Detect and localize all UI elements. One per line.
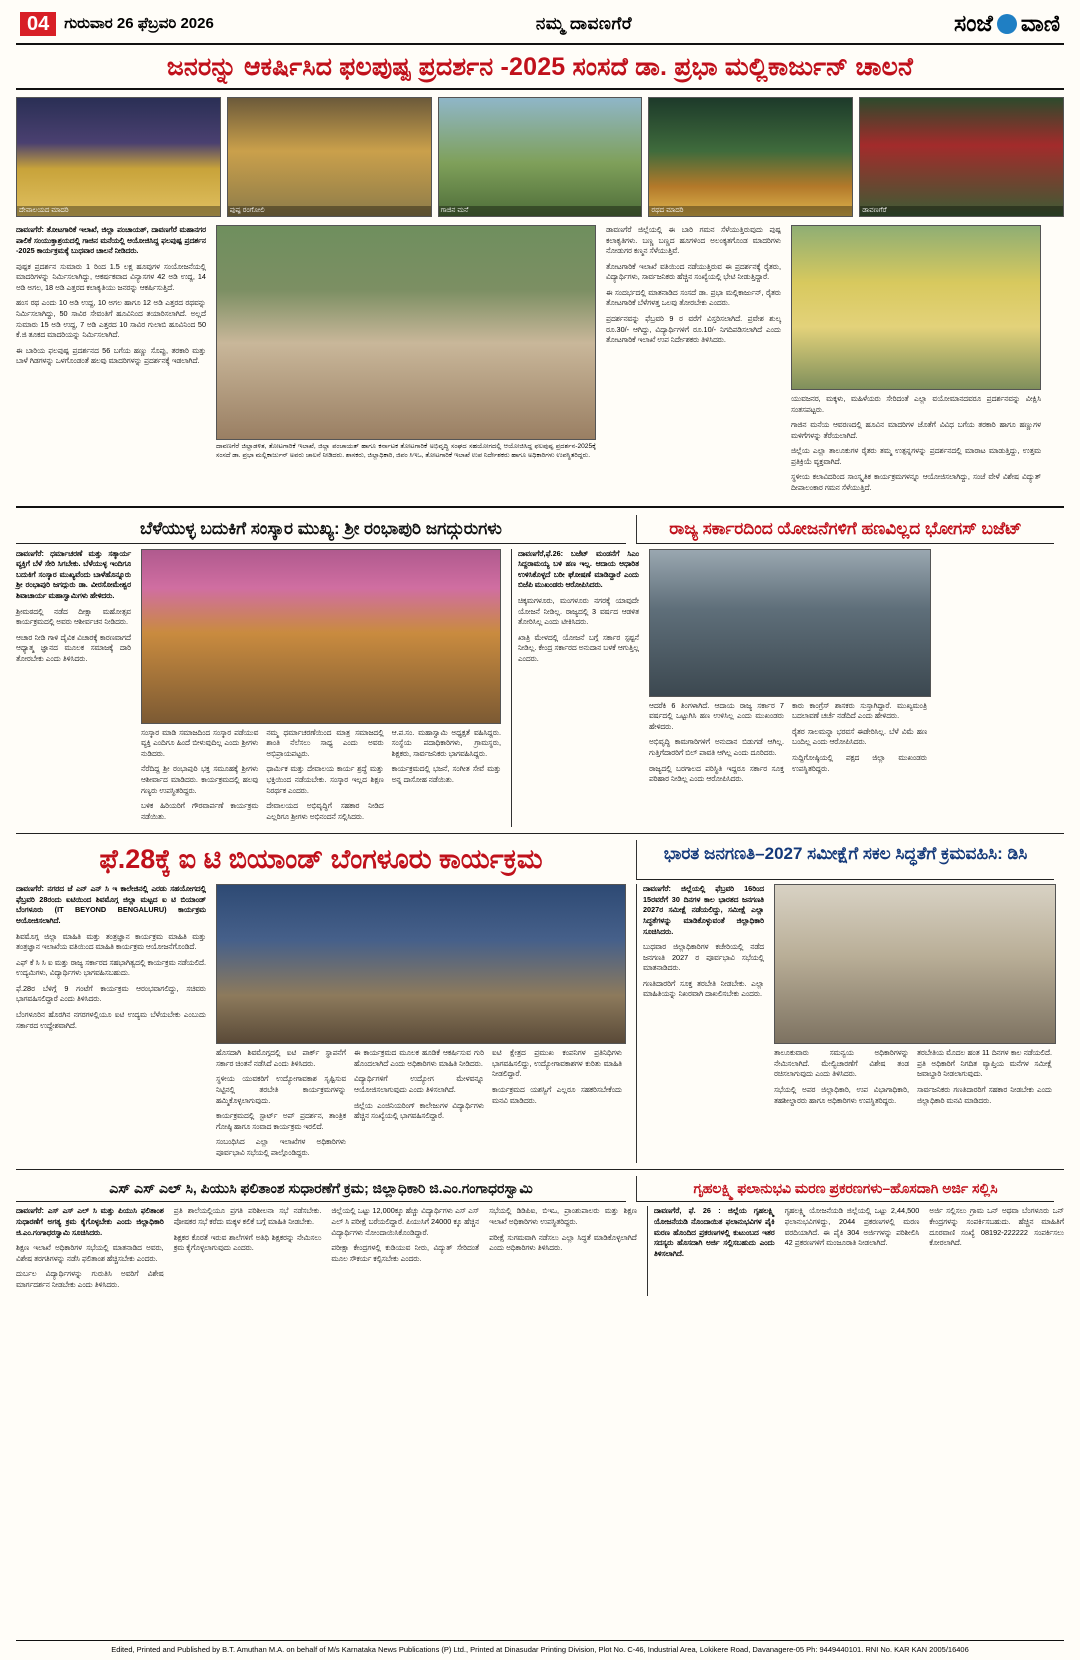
divider [16, 833, 1064, 834]
paragraph: ಶ್ರೀಮಠದಲ್ಲಿ ನಡೆದ ದೀಕ್ಷಾ ಮಹೋತ್ಸವ ಕಾರ್ಯಕ್ರಮದಲ್ಲಿ ಅವರು ಆಶೀರ್ವಚನ ನೀಡಿದರು. [16, 606, 131, 627]
itbeyond-col-1 [16, 884, 206, 1163]
paragraph: ಬಳಿಕ ಹಿರಿಯರಿಗೆ ಗೌರವಾರ್ಪಣೆ ಕಾರ್ಯಕ್ರಮ ನಡೆಯಿತು. [141, 801, 259, 821]
paragraph: ಪರೀಕ್ಷೆ ಸುಗಮವಾಗಿ ನಡೆಸಲು ಎಲ್ಲಾ ಸಿದ್ಧತೆ ಮಾಡಿಕೊಳ್ಳಲಾಗಿದೆ ಎಂದು ಅಧಿಕಾರಿಗಳು ತಿಳಿಸಿದರು. [489, 1232, 637, 1253]
main-article [16, 225, 1064, 499]
paragraph: ಸಂಬಂಧಿಸಿದ ಎಲ್ಲಾ ಇಲಾಖೆಗಳ ಅಧಿಕಾರಿಗಳು ಪೂರ್ವಭಾವಿ ಸಭೆಯಲ್ಲಿ ಪಾಲ್ಗೊಂಡಿದ್ದರು. [216, 1137, 346, 1157]
budget-col-1 [511, 549, 639, 828]
paragraph: ಖಾತ್ರಿ ಮೇಳದಲ್ಲಿ ಯೋಜನೆ ಬಗ್ಗೆ ಸರ್ಕಾರ ಸ್ಪಷ್ಟನೆ ನೀಡಿಲ್ಲ. ಕೇಂದ್ರ ಸರ್ಕಾರದ ಅನುದಾನ ಬಳಕೆ ಆಗುತ್ತಿಲ್ಲ ಎಂದರು. [518, 632, 639, 663]
imprint-footer: Edited, Printed and Published by B.T. Amuthan M.A. on behalf of M/s Karnataka News Publications (P) Ltd., Printed at Dinasudar Printing Division, Plot No. C-46, Industrial Area, Lokikere Road, Davanagere-05 Ph: 9449440101. RNI No. KAR KAN 2005/16406 [16, 1640, 1064, 1654]
paragraph: ಪರೀಕ್ಷಾ ಕೇಂದ್ರಗಳಲ್ಲಿ ಕುಡಿಯುವ ನೀರು, ವಿದ್ಯುತ್ ಸೇರಿದಂತೆ ಮೂಲ ಸೌಕರ್ಯ ಕಲ್ಪಿಸಬೇಕು ಎಂದರು. [331, 1243, 480, 1263]
paragraph: ಆದರೆಕಿ 6 ತಿಂಗಳಾಗಿದೆ. ಆದಾಯ ರಾಜ್ಯ ಸರ್ಕಾರ 7 ವರ್ಷದಲ್ಲಿ ಒಟ್ಟುಗಿಸಿ ಹಣ ಉಳಿಸಿಲ್ಲ ಎಂದು ಮುಖಂಡರು ಹೇಳಿದರು. [649, 700, 784, 731]
census-photo-block [774, 884, 1056, 1163]
paragraph: ಅರ್ಜಿ ಸಲ್ಲಿಸಲು ಗ್ರಾಮ ಒನ್ ಅಥವಾ ಬೆಂಗಳೂರು ಒನ್ ಕೇಂದ್ರಗಳನ್ನು ಸಂಪರ್ಕಿಸಬಹುದು. ಹೆಚ್ಚಿನ ಮಾಹಿತಿಗೆ ದೂರವಾಣಿ ಸಂಖ್ಯೆ 08192-222222 ಸಂಪರ್ಕಿಸಲು ಕೋರಲಾಗಿದೆ. [929, 1206, 1064, 1248]
paragraph: ನೆರೆದಿದ್ದ ಶ್ರೀ ರಂಭಾಪುರಿ ಭಕ್ತ ಸಮೂಹಕ್ಕೆ ಶ್ರೀಗಳು ಆಶೀರ್ವಾದ ಮಾಡಿದರು. ಕಾರ್ಯಕ್ರಮದಲ್ಲಿ ಹಲವು ಗಣ್ಯರು ಉಪಸ್ಥಿತರಿದ್ದರು. [141, 764, 259, 795]
issue-date: ಗುರುವಾರ 26 ಫೆಬ್ರವರಿ 2026 [64, 15, 214, 32]
photo-caption: ರಥದ ಮಾದರಿ [649, 206, 852, 216]
paragraph: ಶಿಕ್ಷಕರ ಕೊರತೆ ಇರುವ ಶಾಲೆಗಳಿಗೆ ಅತಿಥಿ ಶಿಕ್ಷಕರನ್ನು ನೇಮಿಸಲು ಕ್ರಮ ಕೈಗೊಳ್ಳಲಾಗುವುದು ಎಂದರು. [173, 1232, 322, 1253]
paragraph: ಗಾಜಿನ ಮನೆಯ ಆವರಣದಲ್ಲಿ ಹೂವಿನ ಮಾದರಿಗಳ ಜೊತೆಗೆ ವಿವಿಧ ಬಗೆಯ ತರಕಾರಿ ಹಾಗೂ ಹಣ್ಣುಗಳ ಮಳಿಗೆಗಳನ್ನು ತೆರೆಯಲಾಗಿದೆ. [791, 420, 1041, 440]
masthead [16, 0, 1064, 45]
paragraph: ತಾಲೂಕುವಾರು ಸಮನ್ವಯ ಅಧಿಕಾರಿಗಳನ್ನು ನೇಮಿಸಲಾಗಿದೆ. ಮೇಲ್ವಿಚಾರಣೆಗೆ ವಿಶೇಷ ತಂಡ ರಚಿಸಲಾಗುವುದು ಎಂದು ತಿಳಿಸಿದರು. [774, 1048, 909, 1079]
census-col-3 [917, 1048, 1052, 1111]
paragraph: ಆಚಾರ ನೀಡಿ ಗಾಳಿ ದೈವಿಕ ವಿಚಾರಕ್ಕೆ ಕಾರಣವಾಗದೆ ಆಧ್ಯಾತ್ಮ ಜ್ಞಾನದ ಮೂಲಕ ಸಮಾಜಕ್ಕೆ ದಾರಿ ತೋರಬೇಕು ಎಂದು ತಿಳಿಸಿದರು. [16, 632, 131, 663]
section-title-gruhalakshmi: ಗೃಹಲಕ್ಷ್ಮಿ ಫಲಾನುಭವಿ ಮರಣ ಪ್ರಕರಣಗಳು–ಹೊಸದಾಗಿ ಅರ್ಜಿ ಸಲ್ಲಿಸಿ [693, 1180, 998, 1197]
paragraph: ರಾಜ್ಯದಲ್ಲಿ ಬರಗಾಲದ ಪರಿಸ್ಥಿತಿ ಇದ್ದರೂ ಸರ್ಕಾರ ಸೂಕ್ತ ಪರಿಹಾರ ನೀಡಿಲ್ಲ ಎಂದು ಆರೋಪಿಸಿದರು. [649, 763, 784, 784]
paragraph: ಸ್ಥಳೀಯ ಯುವಕರಿಗೆ ಉದ್ಯೋಗಾವಕಾಶ ಸೃಷ್ಟಿಸುವ ನಿಟ್ಟಿನಲ್ಲಿ ತರಬೇತಿ ಕಾರ್ಯಕ್ರಮಗಳನ್ನು ಹಮ್ಮಿಕೊಳ್ಳಲಾಗುವುದು. [216, 1074, 346, 1105]
publication-logo [954, 10, 1060, 37]
paragraph: ತೋಟಗಾರಿಕೆ ಇಲಾಖೆ ವತಿಯಿಂದ ನಡೆಯುತ್ತಿರುವ ಈ ಪ್ರದರ್ಶನಕ್ಕೆ ರೈತರು, ವಿದ್ಯಾರ್ಥಿಗಳು, ಸಾರ್ವಜನಿಕರು ಹೆಚ್ಚಿನ ಸಂಖ್ಯೆಯಲ್ಲಿ ಭೇಟಿ ನೀಡುತ್ತಿದ್ದಾರೆ. [606, 261, 781, 282]
paragraph: ಜಿಲ್ಲೆಯಲ್ಲಿ ಒಟ್ಟು 12,000ಕ್ಕೂ ಹೆಚ್ಚು ವಿದ್ಯಾರ್ಥಿಗಳು ಎಸ್ ಎಸ್ ಎಲ್ ಸಿ ಪರೀಕ್ಷೆ ಬರೆಯಲಿದ್ದಾರೆ. ಪಿಯುಸಿಗೆ 24000 ಕ್ಕೂ ಹೆಚ್ಚಿನ ವಿದ್ಯಾರ್ಥಿಗಳು ನೋಂದಾಯಿಸಿಕೊಂಡಿದ್ದಾರೆ. [331, 1206, 480, 1237]
budget-col-2 [649, 701, 784, 790]
samskara-col-1 [16, 549, 131, 828]
budget-photo-block [649, 549, 931, 828]
paragraph: ಈ ಕಾರ್ಯಕ್ರಮದ ಮೂಲಕ ಹೂಡಿಕೆ ಆಕರ್ಷಿಸುವ ಗುರಿ ಹೊಂದಲಾಗಿದೆ ಎಂದು ಅಧಿಕಾರಿಗಳು ಮಾಹಿತಿ ನೀಡಿದರು. [354, 1048, 484, 1068]
paragraph: ಜಿಲ್ಲೆಯ ಎಲ್ಲಾ ತಾಲೂಕುಗಳ ರೈತರು ತಮ್ಮ ಉತ್ಪನ್ನಗಳನ್ನು ಪ್ರದರ್ಶನದಲ್ಲಿ ಮಾರಾಟ ಮಾಡುತ್ತಿದ್ದು, ಉತ್ತಮ ಪ್ರತಿಕ್ರಿಯೆ ವ್ಯಕ್ತವಾಗಿದೆ. [791, 446, 1041, 466]
paragraph: ದಾವಣಗೆರೆ,ಫೆ.26: ಬಜೆಟ್ ಮಂಡನೆಗೆ ಸಿಎಂ ಸಿದ್ದರಾಮಯ್ಯ ಬಳಿ ಹಣ ಇಲ್ಲ. ಆದಾಯ ಆಧಾರಿತ ಉಳಿಸಿಕೊಳ್ಳದೆ ಬರೀ ಘೋಷಣೆ ಮಾಡಿದ್ದಾರೆ ಎಂದು ಬಿಜೆಪಿ ಮುಖಂಡರು ಆರೋಪಿಸಿದರು. [518, 548, 639, 590]
samskara-photo-block [141, 549, 501, 828]
main-article-photo-block [216, 225, 596, 499]
itbeyond-col-4 [492, 1048, 622, 1163]
paragraph: ನಮ್ಮ ಧರ್ಮಾಚರಣೆಯಿಂದ ಮಾತ್ರ ಸಮಾಜದಲ್ಲಿ ಶಾಂತಿ ನೆಲೆಸಲು ಸಾಧ್ಯ ಎಂದು ಅವರು ಅಭಿಪ್ರಾಯಪಟ್ಟರು. [266, 727, 384, 758]
paragraph: ಪ್ರತಿ ಶಾಲೆಯಲ್ಲಿಯೂ ಪ್ರಗತಿ ಪರಿಶೀಲನಾ ಸಭೆ ನಡೆಸಬೇಕು. ಪೋಷಕರ ಸಭೆ ಕರೆದು ಮಕ್ಕಳ ಕಲಿಕೆ ಬಗ್ಗೆ ಮಾಹಿತಿ ನೀಡಬೇಕು. [173, 1206, 322, 1227]
gruhalakshmi-col-1 [647, 1206, 775, 1295]
results-col-3 [331, 1206, 479, 1295]
section-title-samskara: ಬೆಳೆಯುಳ್ಳ ಬದುಕಿಗೆ ಸಂಸ್ಕಾರ ಮುಖ್ಯ: ಶ್ರೀ ರಂಭಾಪುರಿ ಜಗದ್ಗುರುಗಳು [140, 518, 502, 538]
floral-palace-photo [791, 225, 1041, 390]
census-col-2 [774, 1048, 909, 1111]
paragraph: ದಾವಣಗೆರೆ, ಫೆ. 26 : ಜಿಲ್ಲೆಯ ಗೃಹಲಕ್ಷ್ಮಿ ಯೋಜನೆಯಡಿ ನೊಂದಾಯಿತ ಫಲಾನುಭವಿಗಳ ಪೈಕಿ ಮರಣ ಹೊಂದಿದ ಪ್ರಕರಣಗಳಲ್ಲಿ ಕುಟುಂಬದ ಇತರ ಸದಸ್ಯರು ಹೊಸದಾಗಿ ಅರ್ಜಿ ಸಲ್ಲಿಸಬಹುದು ಎಂದು ತಿಳಿಸಲಾಗಿದೆ. [653, 1206, 775, 1258]
samskara-col-4 [392, 728, 501, 828]
heart-davanagere-photo [859, 97, 1064, 217]
paragraph: ಸುದ್ದಿಗೋಷ್ಠಿಯಲ್ಲಿ ಪಕ್ಷದ ಜಿಲ್ಲಾ ಮುಖಂಡರು ಉಪಸ್ಥಿತರಿದ್ದರು. [792, 752, 927, 773]
paragraph: ಬೆಂಗಳೂರಿನ ಹೊರಗಿನ ನಗರಗಳಲ್ಲಿಯೂ ಐಟಿ ಉದ್ಯಮ ಬೆಳೆಯಬೇಕು ಎಂಬುದು ಸರ್ಕಾರದ ಉದ್ದೇಶವಾಗಿದೆ. [16, 1010, 206, 1030]
paragraph: ತರಬೇತಿಯ ಮೊದಲ ಹಂತ 11 ದಿನಗಳ ಕಾಲ ನಡೆಯಲಿದೆ. ಪ್ರತಿ ಅಧಿಕಾರಿಗೆ ನಿಗದಿತ ವ್ಯಾಪ್ತಿಯ ಮನೆಗಳ ಸಮೀಕ್ಷೆ ಜವಾಬ್ದಾರಿ ನೀಡಲಾಗುವುದು. [917, 1048, 1052, 1079]
press-meet-photo [649, 549, 931, 697]
paragraph: ಪುಷ್ಪಕ ಪ್ರದರ್ಶನ ಸುಮಾರು 1 ರಿಂದ 1.5 ಲಕ್ಷ ಹೂವುಗಳ ಸಂಯೋಜನೆಯಲ್ಲಿ ಮಾದರಿಗಳನ್ನು ನಿರ್ಮಿಸಲಾಗಿದ್ದು, ಆಕರ್ಷಕವಾದ ವಿನ್ಯಾಸಗಳ 42 ಅಡಿ ಉದ್ದ, 14 ಅಡಿ ಅಗಲ, 18 ಅಡಿ ಎತ್ತರದ ಕಲಾಕೃತಿಯು ಜನರನ್ನು ಆಕರ್ಷಿಸುತ್ತಿದೆ. [16, 261, 206, 292]
photo-caption: ಪುಷ್ಪ ರಂಗೋಲಿ [228, 206, 431, 216]
divider [16, 506, 1064, 508]
main-article-col-1 [16, 225, 206, 499]
paragraph: ಐಟಿ ಕ್ಷೇತ್ರದ ಪ್ರಮುಖ ಕಂಪನಿಗಳ ಪ್ರತಿನಿಧಿಗಳು ಭಾಗವಹಿಸಲಿದ್ದು, ಉದ್ಯೋಗಾವಕಾಶಗಳ ಕುರಿತು ಮಾಹಿತಿ ನೀಡಲಿದ್ದಾರೆ. [492, 1048, 622, 1079]
paragraph: ದಾವಣಗೆರೆ: ನಗರದ ಜೆ ಎನ್ ಎನ್ ಸಿ ಇ ಕಾಲೇಜಿನಲ್ಲಿ ಎರಡು ಸಹಯೋಗದಲ್ಲಿ ಫೆಬ್ರವರಿ 28ರಂದು ಐಟಿಯಿಂದ ಶಿವಮೊಗ್ಗ ಜಿಲ್ಲಾ ಮಟ್ಟದ ಐ ಟಿ ಬಿಯಾಂಡ್ ಬೆಂಗಳೂರು (IT BEYOND BENGALURU) ಕಾರ್ಯಕ್ರಮ ಆಯೋಜಿಸಲಾಗಿದೆ. [16, 884, 206, 925]
logo-text-right: ವಾಣಿ [1020, 10, 1060, 36]
logo-text-left: ಸಂಜೆ [954, 10, 993, 36]
paragraph: ಡಾವಣಗೆರೆ ಜಿಲ್ಲೆಯಲ್ಲಿ ಈ ಬಾರಿ ಗಮನ ಸೆಳೆಯುತ್ತಿರುವುದು ಪುಷ್ಪ ಕಲಾಕೃತಿಗಳು. ಬಣ್ಣ ಬಣ್ಣದ ಹೂಗಳಿಂದ ಅಲಂಕೃತಗೊಂಡ ಮಾದರಿಗಳು ನೋಡುಗರ ಕಣ್ಮನ ಸೆಳೆಯುತ್ತಿವೆ. [606, 225, 781, 256]
section-title-budget: ರಾಜ್ಯ ಸರ್ಕಾರದಿಂದ ಯೋಜನೆಗಳಿಗೆ ಹಣವಿಲ್ಲದ ಭೋಗಸ್ ಬಜೆಟ್ [669, 518, 1022, 538]
section-title-itbeyond: ಫೆ.28ಕ್ಕೆ ಐ ಟಿ ಬಿಯಾಂಡ್ ಬೆಂಗಳೂರು ಕಾರ್ಯಕ್ರಮ [99, 844, 543, 875]
paragraph: ಕಾರ್ಯಕ್ರಮದಲ್ಲಿ ಸ್ಟಾರ್ಟ್ ಅಪ್ ಪ್ರದರ್ಶನ, ತಾಂತ್ರಿಕ ಗೋಷ್ಠಿ ಹಾಗೂ ಸಂವಾದ ಕಾರ್ಯಕ್ರಮ ಇರಲಿದೆ. [216, 1111, 346, 1131]
paragraph: ಅಭಿವೃದ್ಧಿ ಕಾಮಗಾರಿಗಳಿಗೆ ಅನುದಾನ ಬಿಡುಗಡೆ ಆಗಿಲ್ಲ. ಗುತ್ತಿಗೆದಾರರಿಗೆ ಬಿಲ್ ಪಾವತಿ ಆಗಿಲ್ಲ ಎಂದು ದೂರಿದರು. [649, 737, 784, 757]
paragraph: ಕಾರು ಕಾಂಗ್ರೆಸ್ ಶಾಸಕರು ಸುಸ್ತಾಗಿದ್ದಾರೆ. ಮುಖ್ಯಮಂತ್ರಿ ಬದಲಾವಣೆ ಚರ್ಚೆ ನಡೆದಿದೆ ಎಂದು ಹೇಳಿದರು. [792, 700, 927, 721]
photo-caption: ಡಾವಣಗೆರೆ [860, 206, 1063, 216]
paragraph: ಫೆ.28ರ ಬೆಳಿಗ್ಗೆ 9 ಗಂಟೆಗೆ ಕಾರ್ಯಕ್ರಮ ಆರಂಭವಾಗಲಿದ್ದು, ಸಚಿವರು ಭಾಗವಹಿಸಲಿದ್ದಾರೆ ಎಂದು ತಿಳಿಸಿದರು. [16, 983, 206, 1004]
paragraph: ಬುಧವಾರ ಜಿಲ್ಲಾಧಿಕಾರಿಗಳ ಕಚೇರಿಯಲ್ಲಿ ನಡೆದ ಜನಗಣತಿ 2027 ರ ಪೂರ್ವಭಾವಿ ಸಭೆಯಲ್ಲಿ ಮಾತನಾಡಿದರು. [643, 942, 764, 973]
results-col-2 [174, 1206, 322, 1295]
paragraph: ದಾವಣಗೆರೆ: ತೋಟಗಾರಿಕೆ ಇಲಾಖೆ, ಜಿಲ್ಲಾ ಪಂಚಾಯತ್, ದಾವಣಗೆರೆ ಮಹಾನಗರ ಪಾಲಿಕೆ ಸಂಯುಕ್ತಾಶ್ರಯದಲ್ಲಿ ಗಾಜಿನ ಮನೆಯಲ್ಲಿ ಆಯೋಜಿಸಿದ್ದ ಫಲಪುಷ್ಪ ಪ್ರದರ್ಶನ -2025 ಕಾರ್ಯಕ್ರಮಕ್ಕೆ ಬುಧವಾರ ಚಾಲನೆ ನೀಡಿದರು. [16, 225, 206, 256]
paragraph: ಈ ಸಂದರ್ಭದಲ್ಲಿ ಮಾತನಾಡಿದ ಸಂಸದೆ ಡಾ. ಪ್ರಭಾ ಮಲ್ಲಿಕಾರ್ಜುನ್, ರೈತರು ತೋಟಗಾರಿಕೆ ಬೆಳೆಗಳತ್ತ ಒಲವು ತೋರಬೇಕು ಎಂದರು. [606, 287, 781, 308]
section67-header-row [16, 1176, 1064, 1202]
paragraph: ಶಿಕ್ಷಣ ಇಲಾಖೆ ಅಧಿಕಾರಿಗಳ ಸಭೆಯಲ್ಲಿ ಮಾತನಾಡಿದ ಅವರು, ವಿಶೇಷ ತರಗತಿಗಳನ್ನು ನಡೆಸಿ ಫಲಿತಾಂಶ ಹೆಚ್ಚಿಸಬೇಕು ಎಂದರು. [16, 1243, 164, 1263]
page-number: 04 [20, 12, 56, 36]
itbeyond-col-2 [216, 1048, 346, 1163]
paragraph: ಜಿಲ್ಲೆಯ ಎಂಜಿನಿಯರಿಂಗ್ ಕಾಲೇಜುಗಳ ವಿದ್ಯಾರ್ಥಿಗಳು ಹೆಚ್ಚಿನ ಸಂಖ್ಯೆಯಲ್ಲಿ ಭಾಗವಹಿಸಲಿದ್ದಾರೆ. [354, 1100, 484, 1121]
photo-caption: ಗಾಜಿನ ಮನೆ [439, 206, 642, 216]
paragraph: ಧಾರ್ಮಿಕ ಮತ್ತು ದೇವಾಲಯ ಕಾರ್ಯ ಶ್ರದ್ಧೆ ಮತ್ತು ಭಕ್ತಿಯಿಂದ ನಡೆಯಬೇಕು. ಸಂಸ್ಕಾರ ಇಲ್ಲದ ಶಿಕ್ಷಣ ನಿರರ್ಥಕ ಎಂದರು. [266, 764, 384, 795]
temple-model-photo [16, 97, 221, 217]
photo-strip [16, 97, 1064, 217]
section45-body [16, 884, 1064, 1163]
inauguration-photo [216, 225, 596, 440]
jagadguru-event-photo [141, 549, 501, 724]
paragraph: ಎಫ್ ಕೆ ಸಿ ಸಿ ಐ ಮತ್ತು ರಾಜ್ಯ ಸರ್ಕಾರದ ಸಹಭಾಗಿತ್ವದಲ್ಲಿ ಕಾರ್ಯಕ್ರಮ ನಡೆಯಲಿದೆ. ಉದ್ಯಮಿಗಳು, ವಿದ್ಯಾರ್ಥಿಗಳು ಭಾಗವಹಿಸಬಹುದು. [16, 957, 206, 978]
paragraph: ಹೊಸದಾಗಿ ಶಿವಮೊಗ್ಗದಲ್ಲಿ ಐಟಿ ಪಾರ್ಕ್ ಸ್ಥಾಪನೆಗೆ ಸರ್ಕಾರ ಚಿಂತನೆ ನಡೆಸಿದೆ ಎಂದು ತಿಳಿಸಿದರು. [216, 1048, 346, 1068]
budget-col-3 [792, 701, 927, 790]
results-col-4 [489, 1206, 637, 1295]
census-col-1 [636, 884, 764, 1163]
paragraph: ಸಭೆಯಲ್ಲಿ ಅಪರ ಜಿಲ್ಲಾಧಿಕಾರಿ, ಉಪ ವಿಭಾಗಾಧಿಕಾರಿ, ತಹಶೀಲ್ದಾರರು ಹಾಗೂ ಅಧಿಕಾರಿಗಳು ಉಪಸ್ಥಿತರಿದ್ದರು. [774, 1084, 909, 1105]
section45-header-row [16, 840, 1064, 880]
floral-carpet-photo [227, 97, 432, 217]
paragraph: ದಾವಣಗೆರೆ: ಜಿಲ್ಲೆಯಲ್ಲಿ ಫೆಬ್ರವರಿ 16ರಿಂದ 15ರವರೆಗೆ 30 ದಿನಗಳ ಕಾಲ ಭಾರತದ ಜನಗಣತಿ 2027ರ ಸಮೀಕ್ಷೆ ನಡೆಯಲಿದ್ದು, ಸಮೀಕ್ಷೆ ಎಲ್ಲಾ ಸಿದ್ಧತೆಗಳನ್ನು ಮಾಡಿಕೊಳ್ಳುವಂತೆ ಜಿಲ್ಲಾಧಿಕಾರಿ ಸೂಚಿಸಿದರು. [643, 884, 764, 936]
main-article-col-2 [606, 225, 781, 499]
paragraph: ರೈತರ ಸಾಲಮನ್ನಾ ಭರವಸೆ ಈಡೇರಿಸಿಲ್ಲ. ಬೆಳೆ ವಿಮೆ ಹಣ ಬಂದಿಲ್ಲ ಎಂದು ಆರೋಪಿಸಿದರು. [792, 726, 927, 747]
paragraph: ದುರ್ಬಲ ವಿದ್ಯಾರ್ಥಿಗಳನ್ನು ಗುರುತಿಸಿ ಅವರಿಗೆ ವಿಶೇಷ ಮಾರ್ಗದರ್ಶನ ನೀಡಬೇಕು ಎಂದು ತಿಳಿಸಿದರು. [16, 1269, 164, 1289]
results-col-1 [16, 1206, 164, 1295]
paragraph: ಈ ಬಾರಿಯ ಫಲಪುಷ್ಪ ಪ್ರದರ್ಶನದ 56 ಬಗೆಯ ಹಣ್ಣು ಸೊಪ್ಪು, ತರಕಾರಿ ಮತ್ತು ಬಾಳೆ ಗಿಡಗಳನ್ನು ಒಳಗೊಂಡಂತೆ ಹಲವು ಮಾದರಿಗಳನ್ನು ಪ್ರದರ್ಶನಕ್ಕೆ ಇಡಲಾಗಿದೆ. [16, 345, 206, 366]
page-title: ಜನರನ್ನು ಆಕರ್ಷಿಸಿದ ಫಲಪುಷ್ಪ ಪ್ರದರ್ಶನ -2025 ಸಂಸದೆ ಡಾ. ಪ್ರಭಾ ಮಲ್ಲಿಕಾರ್ಜುನ್ ಚಾಲನೆ [16, 45, 1064, 90]
samskara-col-3 [266, 728, 383, 828]
paragraph: ಸಾರ್ವಜನಿಕರು ಗಣತಿದಾರರಿಗೆ ಸಹಕಾರ ನೀಡಬೇಕು ಎಂದು ಜಿಲ್ಲಾಧಿಕಾರಿ ಮನವಿ ಮಾಡಿದರು. [917, 1084, 1052, 1105]
paragraph: ದಾವಣಗೆರೆ: ಎಸ್ ಎಸ್ ಎಲ್ ಸಿ ಮತ್ತು ಪಿಯುಸಿ ಫಲಿತಾಂಶ ಸುಧಾರಣೆಗೆ ಅಗತ್ಯ ಕ್ರಮ ಕೈಗೊಳ್ಳಬೇಕು ಎಂದು ಜಿಲ್ಲಾಧಿಕಾರಿ ಜಿ.ಎಂ.ಗಂಗಾಧರಸ್ವಾಮಿ ಸೂಚಿಸಿದರು. [16, 1206, 164, 1237]
paragraph: ಪ್ರದರ್ಶನವನ್ನು ಫೆಬ್ರವರಿ 9 ರ ವರೆಗೆ ವಿಸ್ತರಿಸಲಾಗಿದೆ. ಪ್ರವೇಶ ಶುಲ್ಕ ರೂ.30/- ಆಗಿದ್ದು, ವಿದ್ಯಾರ್ಥಿಗಳಿಗೆ ರೂ.10/- ನಿಗದಿಪಡಿಸಲಾಗಿದೆ ಎಂದು ತೋಟಗಾರಿಕೆ ಇಲಾಖೆ ಉಪ ನಿರ್ದೇಶಕರು ತಿಳಿಸಿದರು. [606, 314, 781, 345]
paragraph: ಶಿವಮೊಗ್ಗ ಜಿಲ್ಲಾ ಮಾಹಿತಿ ಮತ್ತು ತಂತ್ರಜ್ಞಾನ ಕಾರ್ಯಕ್ರಮ ಮಾಹಿತಿ ಮತ್ತು ತಂತ್ರಜ್ಞಾನ ಇಲಾಖೆಯ ವತಿಯಿಂದ ಮಾಹಿತಿ ಕಾರ್ಯಕ್ರಮ ಆಯೋಜನೆಗೊಂಡಿದೆ. [16, 931, 206, 952]
paragraph: ಕಾರ್ಯಕ್ರಮದಲ್ಲಿ ಭಜನೆ, ಸಂಗೀತ ಸೇವೆ ಮತ್ತು ಅನ್ನ ದಾಸೋಹ ನಡೆಯಿತು. [391, 764, 501, 784]
main-article-col-3 [791, 225, 1041, 499]
dc-meeting-photo [774, 884, 1056, 1044]
divider [16, 1169, 1064, 1170]
shivamogga-press-trust-photo [216, 884, 626, 1044]
samskara-col-2 [141, 728, 258, 828]
photo-caption: ದಾವಣಗೆರೆ ಜಿಲ್ಲಾಡಳಿತ, ತೋಟಗಾರಿಕೆ ಇಲಾಖೆ, ಜಿಲ್ಲಾ ಪಂಚಾಯತ್ ಹಾಗೂ ಕರ್ನಾಟಕ ತೋಟಗಾರಿಕೆ ಅಭಿವೃದ್ಧಿ ಸಂಘದ ಸಹಯೋಗದಲ್ಲಿ ಆಯೋಜಿಸಿದ್ದ ಫಲಪುಷ್ಪ ಪ್ರದರ್ಶನ-2025ಕ್ಕೆ ಸಂಸದೆ ಡಾ. ಪ್ರಭಾ ಮಲ್ಲಿಕಾರ್ಜುನ್ ಅವರು ಚಾಲನೆ ನೀಡಿದರು. ಶಾಸಕರು, ಜಿಲ್ಲಾಧಿಕಾರಿ, ಜಿಪಂ ಸಿಇಒ, ತೋಟಗಾರಿಕೆ ಇಲಾಖೆ ಉಪ ನಿರ್ದೇಶಕರು ಹಾಗೂ ಅಧಿಕಾರಿಗಳು ಉಪಸ್ಥಿತರಿದ್ದರು. [216, 443, 596, 459]
paragraph: ವಿದ್ಯಾರ್ಥಿಗಳಿಗೆ ಉದ್ಯೋಗ ಮೇಳವನ್ನೂ ಆಯೋಜಿಸಲಾಗುವುದು ಎಂದು ತಿಳಿಸಲಾಗಿದೆ. [354, 1074, 484, 1094]
section67-body [16, 1206, 1064, 1295]
edition-title: ನಮ್ಮ ದಾವಣಗೆರೆ [535, 13, 633, 33]
paragraph: ಸ್ಥಳೀಯ ಕಲಾವಿದರಿಂದ ಸಾಂಸ್ಕೃತಿಕ ಕಾರ್ಯಕ್ರಮಗಳನ್ನೂ ಆಯೋಜಿಸಲಾಗಿದ್ದು, ಸಂಜೆ ವೇಳೆ ವಿಶೇಷ ವಿದ್ಯುತ್ ದೀಪಾಲಂಕಾರ ಗಮನ ಸೆಳೆಯುತ್ತಿದೆ. [791, 472, 1041, 493]
gruhalakshmi-col-2 [785, 1206, 920, 1295]
paragraph: ಗೃಹಲಕ್ಷ್ಮಿ ಯೋಜನೆಯಡಿ ಜಿಲ್ಲೆಯಲ್ಲಿ ಒಟ್ಟು 2,44,500 ಫಲಾನುಭವಿಗಳಿದ್ದು, 2044 ಪ್ರಕರಣಗಳಲ್ಲಿ ಮರಣ ವರದಿಯಾಗಿದೆ. ಈ ಪೈಕಿ 304 ಅರ್ಜಿಗಳನ್ನು ಪರಿಶೀಲಿಸಿ 42 ಪ್ರಕರಣಗಳಿಗೆ ಮಂಜೂರಾತಿ ನೀಡಲಾಗಿದೆ. [784, 1206, 920, 1248]
globe-icon [997, 14, 1017, 34]
section-title-census: ಭಾರತ ಜನಗಣತಿ–2027 ಸಮೀಕ್ಷೆಗೆ ಸಕಲ ಸಿದ್ಧತೆಗೆ ಕ್ರಮವಹಿಸಿ: ಡಿಸಿ [663, 844, 1028, 864]
chariot-photo [648, 97, 853, 217]
paragraph: ಹಂಸ ರಥ ಎಂದು 10 ಅಡಿ ಉದ್ದ, 10 ಅಗಲ ಹಾಗೂ 12 ಅಡಿ ಎತ್ತರದ ರಥವನ್ನು ನಿರ್ಮಿಸಲಾಗಿದ್ದು, 50 ಸಾವಿರ ಸೇವಂತಿಗೆ ಹೂವಿನಿಂದ ತಯಾರಿಸಲಾಗಿದೆ. ಅಲ್ಲದೆ ಸುಮಾರು 15 ಅಡಿ ಉದ್ದ, 7 ಅಡಿ ಎತ್ತರದ 10 ಸಾವಿರ ಗುಲಾಬಿ ಹೂವಿನಿಂದ 50 ಕೆ.ಜಿ ತೂಕದ ಮಾದರಿಯನ್ನು ನಿರ್ಮಿಸಲಾಗಿದೆ. [16, 298, 206, 340]
glasshouse-photo [438, 97, 643, 217]
paragraph: ಸಂಸ್ಕಾರ ಮಾಡಿ ಸಮಾಜದಿಂದ ಸಂಸ್ಕಾರ ಪಡೆಯುವ ವ್ಯಕ್ತಿ ಎಂದಿಗೂ ಹಿಂದೆ ಬೀಳುವುದಿಲ್ಲ ಎಂದು ಶ್ರೀಗಳು ನುಡಿದರು. [141, 727, 259, 758]
gruhalakshmi-col-3 [929, 1206, 1064, 1295]
paragraph: ದೇವಾಲಯದ ಅಭಿವೃದ್ಧಿಗೆ ಸಹಕಾರ ನೀಡಿದ ಎಲ್ಲರಿಗೂ ಶ್ರೀಗಳು ಅಭಿನಂದನೆ ಸಲ್ಲಿಸಿದರು. [266, 801, 384, 821]
itbeyond-photo-block [216, 884, 626, 1163]
paragraph: ಕಾರ್ಯಕ್ರಮದ ಯಶಸ್ವಿಗೆ ಎಲ್ಲರೂ ಸಹಕರಿಸಬೇಕೆಂದು ಮನವಿ ಮಾಡಿದರು. [492, 1084, 622, 1105]
paragraph: ಚಿಕ್ಕಮಗಳೂರು, ಮಂಗಳೂರು ನಗರಕ್ಕೆ ಯಾವುದೇ ಯೋಜನೆ ನೀಡಿಲ್ಲ. ರಾಜ್ಯದಲ್ಲಿ 3 ವರ್ಷದ ಆಡಳಿತ ತೋರಿಸಿಲ್ಲ ಎಂದು ಟೀಕಿಸಿದರು. [518, 595, 639, 627]
paragraph: ಸಭೆಯಲ್ಲಿ ಡಿಡಿಪಿಐ, ಬಿಇಒ, ಪ್ರಾಂಶುಪಾಲರು ಮತ್ತು ಶಿಕ್ಷಣ ಇಲಾಖೆ ಅಧಿಕಾರಿಗಳು ಉಪಸ್ಥಿತರಿದ್ದರು. [489, 1206, 637, 1227]
section-title-results: ಎಸ್ ಎಸ್ ಎಲ್ ಸಿ, ಪಿಯುಸಿ ಫಲಿತಾಂಶ ಸುಧಾರಣೆಗೆ ಕ್ರಮ; ಜಿಲ್ಲಾಧಿಕಾರಿ ಜಿ.ಎಂ.ಗಂಗಾಧರಸ್ವಾಮಿ [109, 1180, 533, 1197]
paragraph: ಗಣತಿದಾರರಿಗೆ ಸೂಕ್ತ ತರಬೇತಿ ನೀಡಬೇಕು. ಎಲ್ಲಾ ಮಾಹಿತಿಯನ್ನು ನಿಖರವಾಗಿ ದಾಖಲಿಸಬೇಕು ಎಂದರು. [643, 978, 764, 999]
paragraph: ಯುವಜನರ, ಮಕ್ಕಳು, ಮಹಿಳೆಯರು ಸೇರಿದಂತೆ ಎಲ್ಲಾ ವಯೋಮಾನದವರೂ ಪ್ರದರ್ಶನವನ್ನು ವೀಕ್ಷಿಸಿ ಸಂತಸಪಟ್ಟರು. [791, 394, 1041, 414]
itbeyond-col-3 [354, 1048, 484, 1163]
photo-caption: ದೇವಾಲಯದ ಮಾದರಿ [17, 206, 220, 216]
section-headers-row [16, 515, 1064, 544]
paragraph: ಆ.ಪ.ಸಂ. ಮಹಾಸ್ವಾಮಿ ಅಧ್ಯಕ್ಷತೆ ವಹಿಸಿದ್ದರು. ಸಂಸ್ಥೆಯ ಪದಾಧಿಕಾರಿಗಳು, ಗ್ರಾಮಸ್ಥರು, ಶಿಕ್ಷಕರು, ಸಾರ್ವಜನಿಕರು ಭಾಗವಹಿಸಿದ್ದರು. [391, 727, 501, 758]
masthead-left [20, 12, 214, 36]
paragraph: ದಾವಣಗೆರೆ: ಧರ್ಮಾಚರಣೆ ಮತ್ತು ಸತ್ಕಾರ್ಯ ವ್ಯಕ್ತಿಗೆ ಬೆಳೆ ಸೇರಿ ಸಿಗಬೇಕು. ಬೆಳೆಯುಳ್ಳ ಇಂದಿಗೂ ಬದುಕಿಗೆ ಸಂಸ್ಕಾರ ಮುಖ್ಯವೆಂದು ಬಾಳೆಹೊನ್ನೂರು ಶ್ರೀ ರಂಭಾಪುರಿ ಜಗದ್ಗುರು ಡಾ. ವೀರಸೋಮೇಶ್ವರ ಶಿವಾಚಾರ್ಯ ಮಹಾಸ್ವಾಮಿಗಳು ಹೇಳಿದರು. [16, 548, 131, 600]
section2-3-body [16, 549, 1064, 828]
